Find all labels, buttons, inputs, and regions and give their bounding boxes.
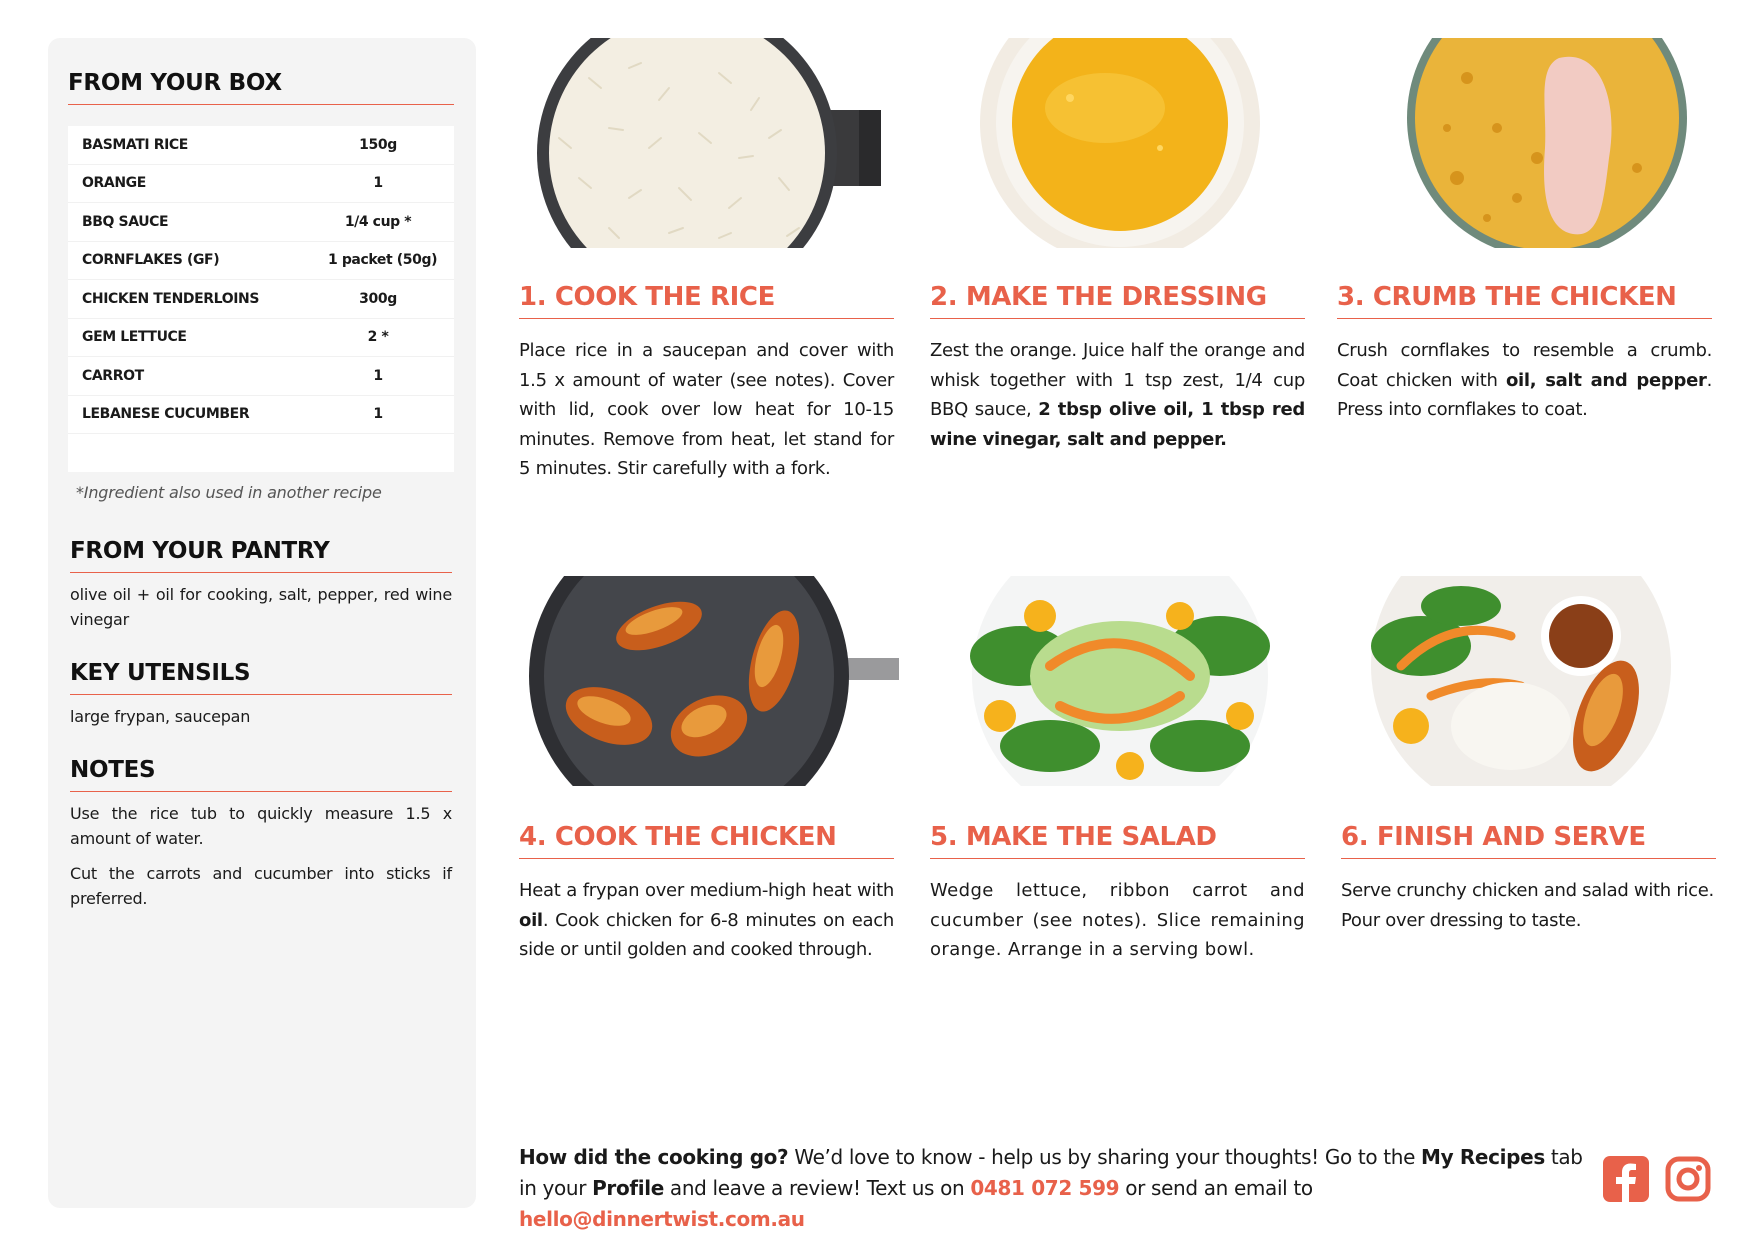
step-4-text-part: . Cook chicken for 6-8 minutes on each side or until golden and cooked through. — [519, 909, 894, 960]
step-2-text-bold: 2 tbsp olive oil, 1 tbsp red wine vinegar, salt and pepper. — [930, 399, 1305, 450]
ingredient-footnote: *Ingredient also used in another recipe — [76, 483, 382, 502]
ingredient-name: ORANGE — [82, 175, 146, 192]
step-4-text — [519, 876, 894, 965]
ingredient-name: BBQ SAUCE — [82, 213, 169, 230]
from-your-box-heading: FROM YOUR BOX — [68, 70, 454, 105]
table-row — [68, 203, 454, 242]
note-item: Cut the carrots and cucumber into sticks if preferred. — [70, 864, 452, 908]
photo-crumb-chicken — [1337, 38, 1717, 248]
feedback-text-part: and leave a review! Text us on — [663, 1176, 971, 1200]
feedback-text — [519, 1142, 1584, 1235]
table-row — [68, 396, 454, 435]
ingredient-name: LEBANESE CUCUMBER — [82, 406, 250, 423]
ingredient-qty: 1/4 cup * — [344, 213, 412, 230]
table-row — [68, 165, 454, 204]
step-3-text — [1337, 336, 1712, 425]
email-link[interactable]: hello@dinnertwist.com.au — [519, 1207, 805, 1231]
ingredient-qty: 1 — [373, 175, 383, 192]
step-6-title: 6. FINISH AND SERVE — [1341, 822, 1716, 859]
step-3-text-part: Crush cornflakes to resemble a crumb. Coat chicken with — [1337, 340, 1712, 391]
ingredient-qty: 300g — [359, 290, 397, 307]
note-item: Use the rice tub to quickly measure 1.5 x amount of water. — [70, 804, 452, 848]
notes-heading: NOTES — [70, 757, 452, 792]
key-utensils-heading: KEY UTENSILS — [70, 660, 452, 695]
photo-make-salad — [930, 576, 1310, 786]
facebook-icon[interactable] — [1603, 1156, 1649, 1202]
step-5-title: 5. MAKE THE SALAD — [930, 822, 1305, 859]
step-3-title: 3. CRUMB THE CHICKEN — [1337, 282, 1712, 319]
feedback-text-part: We’d love to know - help us by sharing your thoughts! Go to the — [788, 1145, 1422, 1169]
table-row — [68, 280, 454, 319]
photo-finish-serve — [1341, 576, 1721, 786]
feedback-text-part: or send an email to — [1119, 1176, 1313, 1200]
step-6-text: Serve crunchy chicken and salad with rice. Pour over dressing to taste. — [1341, 880, 1714, 931]
my-recipes-link[interactable]: My Recipes — [1421, 1145, 1545, 1169]
pantry-text: olive oil + oil for cooking, salt, pepper, red wine vinegar — [70, 585, 452, 629]
ingredient-name: CHICKEN TENDERLOINS — [82, 290, 260, 307]
step-3-text-part: . Press into cornflakes to coat. — [1337, 369, 1712, 420]
step-1-text: Place rice in a saucepan and cover with 1.5 x amount of water (see notes). Cover with lid, cook over low heat for 10-15 minutes. Remove from heat, let stand for 5 minutes. Stir carefully with a fork. — [519, 340, 894, 479]
step-5-text: Wedge lettuce, ribbon carrot and cucumber (see notes). Slice remaining orange. Arrange in a serving bowl. — [930, 880, 1305, 960]
ingredient-qty: 1 — [373, 367, 383, 384]
table-row — [68, 126, 454, 165]
ingredients-table — [68, 126, 454, 472]
phone-link[interactable]: 0481 072 599 — [970, 1176, 1120, 1200]
table-row — [68, 319, 454, 358]
step-2-text — [930, 336, 1305, 454]
step-3-text-bold: oil, salt and pepper — [1505, 369, 1707, 391]
photo-make-dressing — [930, 38, 1310, 248]
step-4-text-part: Heat a frypan over medium-high heat with — [519, 880, 894, 901]
feedback-text-part: tab in your — [519, 1145, 1583, 1200]
step-2-text-part: Zest the orange. Juice half the orange and whisk together with 1 tsp zest, 1/4 cup BBQ sauce, — [930, 340, 1305, 420]
table-row — [68, 242, 454, 281]
step-4-title: 4. COOK THE CHICKEN — [519, 822, 894, 859]
ingredient-qty: 1 packet (50g) — [328, 252, 438, 269]
ingredient-qty: 1 — [373, 406, 383, 423]
ingredient-qty: 150g — [359, 136, 397, 153]
ingredient-name: BASMATI RICE — [82, 136, 188, 153]
photo-cook-chicken — [519, 576, 899, 786]
utensils-text: large frypan, saucepan — [70, 707, 251, 726]
ingredient-name: CORNFLAKES (GF) — [82, 252, 220, 269]
step-4-text-bold: oil — [519, 909, 543, 931]
step-2-title: 2. MAKE THE DRESSING — [930, 282, 1305, 319]
instagram-icon[interactable] — [1665, 1156, 1711, 1202]
step-1-title: 1. COOK THE RICE — [519, 282, 894, 319]
ingredients-sidebar — [48, 38, 476, 1208]
notes-list — [70, 801, 452, 911]
ingredient-qty: 2 * — [367, 329, 389, 346]
table-row — [68, 357, 454, 396]
from-your-pantry-heading: FROM YOUR PANTRY — [70, 538, 452, 573]
profile-link[interactable]: Profile — [592, 1176, 664, 1200]
photo-cook-rice — [519, 38, 899, 248]
ingredient-name: GEM LETTUCE — [82, 329, 187, 346]
feedback-question: How did the cooking go? — [519, 1145, 789, 1169]
ingredient-name: CARROT — [82, 367, 144, 384]
